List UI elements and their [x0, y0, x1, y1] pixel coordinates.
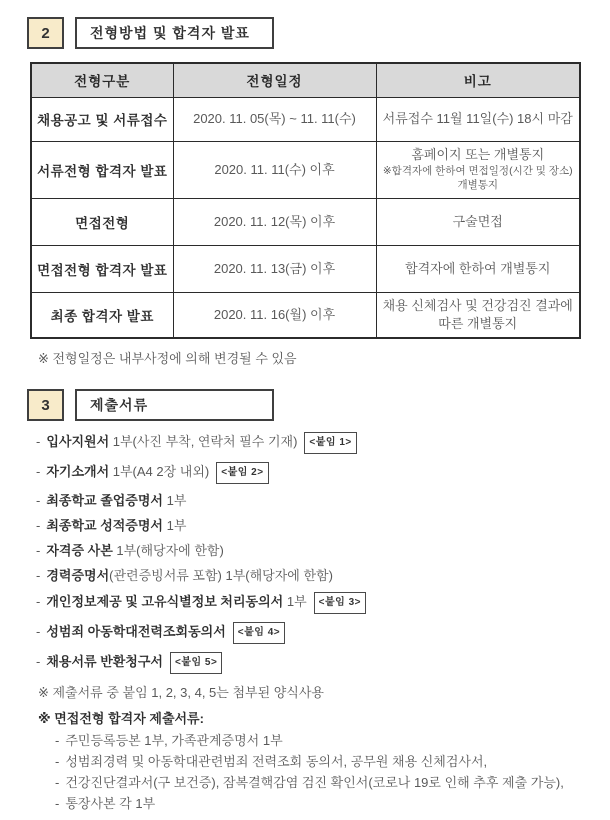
remark-text: 서류접수 11월 11일(수) 18시 마감 [382, 111, 573, 127]
list-bullet: - [36, 624, 41, 639]
section-2-number-badge: 2 [27, 17, 64, 49]
document-name: 자기소개서 [46, 464, 110, 479]
document-list-item [36, 462, 610, 484]
document-detail: 1부 [162, 518, 187, 533]
document-name: 최종학교 졸업증명서 [46, 493, 163, 508]
list-bullet: - [36, 518, 41, 533]
schedule-footnote: ※ 전형일정은 내부사정에 의해 변경될 수 있음 [38, 351, 297, 366]
document-detail: 1부 [162, 493, 187, 508]
schedule-remark-cell [376, 97, 580, 141]
document-detail: (관련증빙서류 포함) 1부(해당자에 한함) [109, 568, 333, 583]
document-page [0, 17, 610, 811]
schedule-remark-cell [376, 292, 580, 338]
schedule-column-header: 비고 [376, 63, 580, 97]
list-bullet: - [55, 733, 60, 748]
document-name: 경력증명서 [46, 568, 110, 583]
document-name: 채용서류 반환청구서 [46, 654, 163, 669]
list-bullet: - [36, 464, 41, 479]
selection-schedule-table [30, 62, 581, 339]
document-list-item [36, 567, 610, 584]
schedule-row [31, 292, 580, 338]
remark-subtext: ※합격자에 한하여 면접일정(시간 및 장소) 개별통지 [382, 164, 573, 192]
section-2-title: 전형방법 및 합격자 발표 [75, 17, 274, 49]
document-list-item [36, 517, 610, 534]
section-3-number-badge: 3 [27, 389, 64, 421]
submission-document-list [36, 432, 610, 674]
document-list-item [36, 622, 610, 644]
section-2-header [27, 17, 610, 49]
schedule-category-cell: 면접전형 [31, 198, 173, 245]
document-list-item [36, 592, 610, 614]
document-name: 입사지원서 [46, 434, 110, 449]
document-list-item [36, 492, 610, 509]
document-list-item [36, 652, 610, 674]
schedule-date-cell: 2020. 11. 13(금) 이후 [173, 245, 376, 292]
interview-doc-item [55, 797, 610, 811]
schedule-date-cell: 2020. 11. 16(월) 이후 [173, 292, 376, 338]
schedule-category-cell: 면접전형 합격자 발표 [31, 245, 173, 292]
document-name: 최종학교 성적증명서 [46, 518, 163, 533]
interview-doc-item [55, 734, 610, 748]
document-name: 자격증 사본 [46, 543, 113, 558]
attachment-tag: <붙임 5> [170, 652, 222, 674]
schedule-date-cell: 2020. 11. 05(목) ~ 11. 11(수) [173, 97, 376, 141]
document-detail: 1부(사진 부착, 연락처 필수 기재) [109, 434, 298, 449]
schedule-remark-cell [376, 198, 580, 245]
interview-doc-item [55, 776, 610, 790]
list-bullet: - [36, 493, 41, 508]
interview-doc-text: 성범죄경력 및 아동학대관련범죄 전력조회 동의서, 공무원 채용 신체검사서, [65, 754, 488, 769]
interview-doc-text: 건강진단결과서(구 보건증), 잠복결핵감염 검진 확인서(코로나 19로 인해 추후 제출 가능), [65, 775, 564, 790]
remark-text: 채용 신체검사 및 건강검진 결과에 따른 개별통지 [382, 298, 573, 331]
remark-text: 구술면접 [452, 213, 503, 229]
interview-doc-text: 통장사본 각 1부 [65, 796, 156, 811]
interview-docs-heading: ※ 면접전형 합격자 제출서류: [38, 711, 204, 726]
schedule-column-header: 전형일정 [173, 63, 376, 97]
schedule-row [31, 245, 580, 292]
remark-text: 홈페이지 또는 개별통지 [411, 147, 545, 163]
schedule-row [31, 97, 580, 141]
document-list-item [36, 432, 610, 454]
list-bullet: - [55, 754, 60, 769]
schedule-column-header: 전형구분 [31, 63, 173, 97]
attachments-note: ※ 제출서류 중 붙임 1, 2, 3, 4, 5는 첨부된 양식사용 [38, 685, 324, 700]
list-bullet: - [36, 434, 41, 449]
schedule-category-cell: 서류전형 합격자 발표 [31, 141, 173, 198]
document-name: 성범죄 아동학대전력조회동의서 [46, 624, 226, 639]
schedule-remark-cell [376, 141, 580, 198]
schedule-category-cell: 채용공고 및 서류접수 [31, 97, 173, 141]
schedule-row [31, 141, 580, 198]
schedule-remark-cell [376, 245, 580, 292]
list-bullet: - [36, 543, 41, 558]
interview-docs-list [55, 734, 610, 811]
schedule-table-header-row [31, 63, 580, 97]
attachment-tag: <붙임 2> [216, 462, 268, 484]
attachment-tag: <붙임 4> [233, 622, 285, 644]
section-3-header [27, 389, 610, 421]
list-bullet: - [36, 568, 41, 583]
attachment-tag: <붙임 1> [304, 432, 356, 454]
schedule-row [31, 198, 580, 245]
interview-doc-item [55, 755, 610, 769]
list-bullet: - [36, 594, 41, 609]
document-name: 개인정보제공 및 고유식별정보 처리동의서 [46, 594, 284, 609]
schedule-date-cell: 2020. 11. 12(목) 이후 [173, 198, 376, 245]
remark-text: 합격자에 한하여 개별통지 [405, 260, 551, 276]
attachment-tag: <붙임 3> [314, 592, 366, 614]
document-detail: 1부(해당자에 한함) [112, 543, 224, 558]
list-bullet: - [55, 775, 60, 790]
section-3-title: 제출서류 [75, 389, 274, 421]
schedule-category-cell: 최종 합격자 발표 [31, 292, 173, 338]
document-list-item [36, 542, 610, 559]
document-detail: 1부(A4 2장 내외) [109, 464, 210, 479]
list-bullet: - [36, 654, 41, 669]
list-bullet: - [55, 796, 60, 811]
document-detail: 1부 [283, 594, 307, 609]
schedule-date-cell: 2020. 11. 11(수) 이후 [173, 141, 376, 198]
interview-doc-text: 주민등록등본 1부, 가족관계증명서 1부 [65, 733, 283, 748]
